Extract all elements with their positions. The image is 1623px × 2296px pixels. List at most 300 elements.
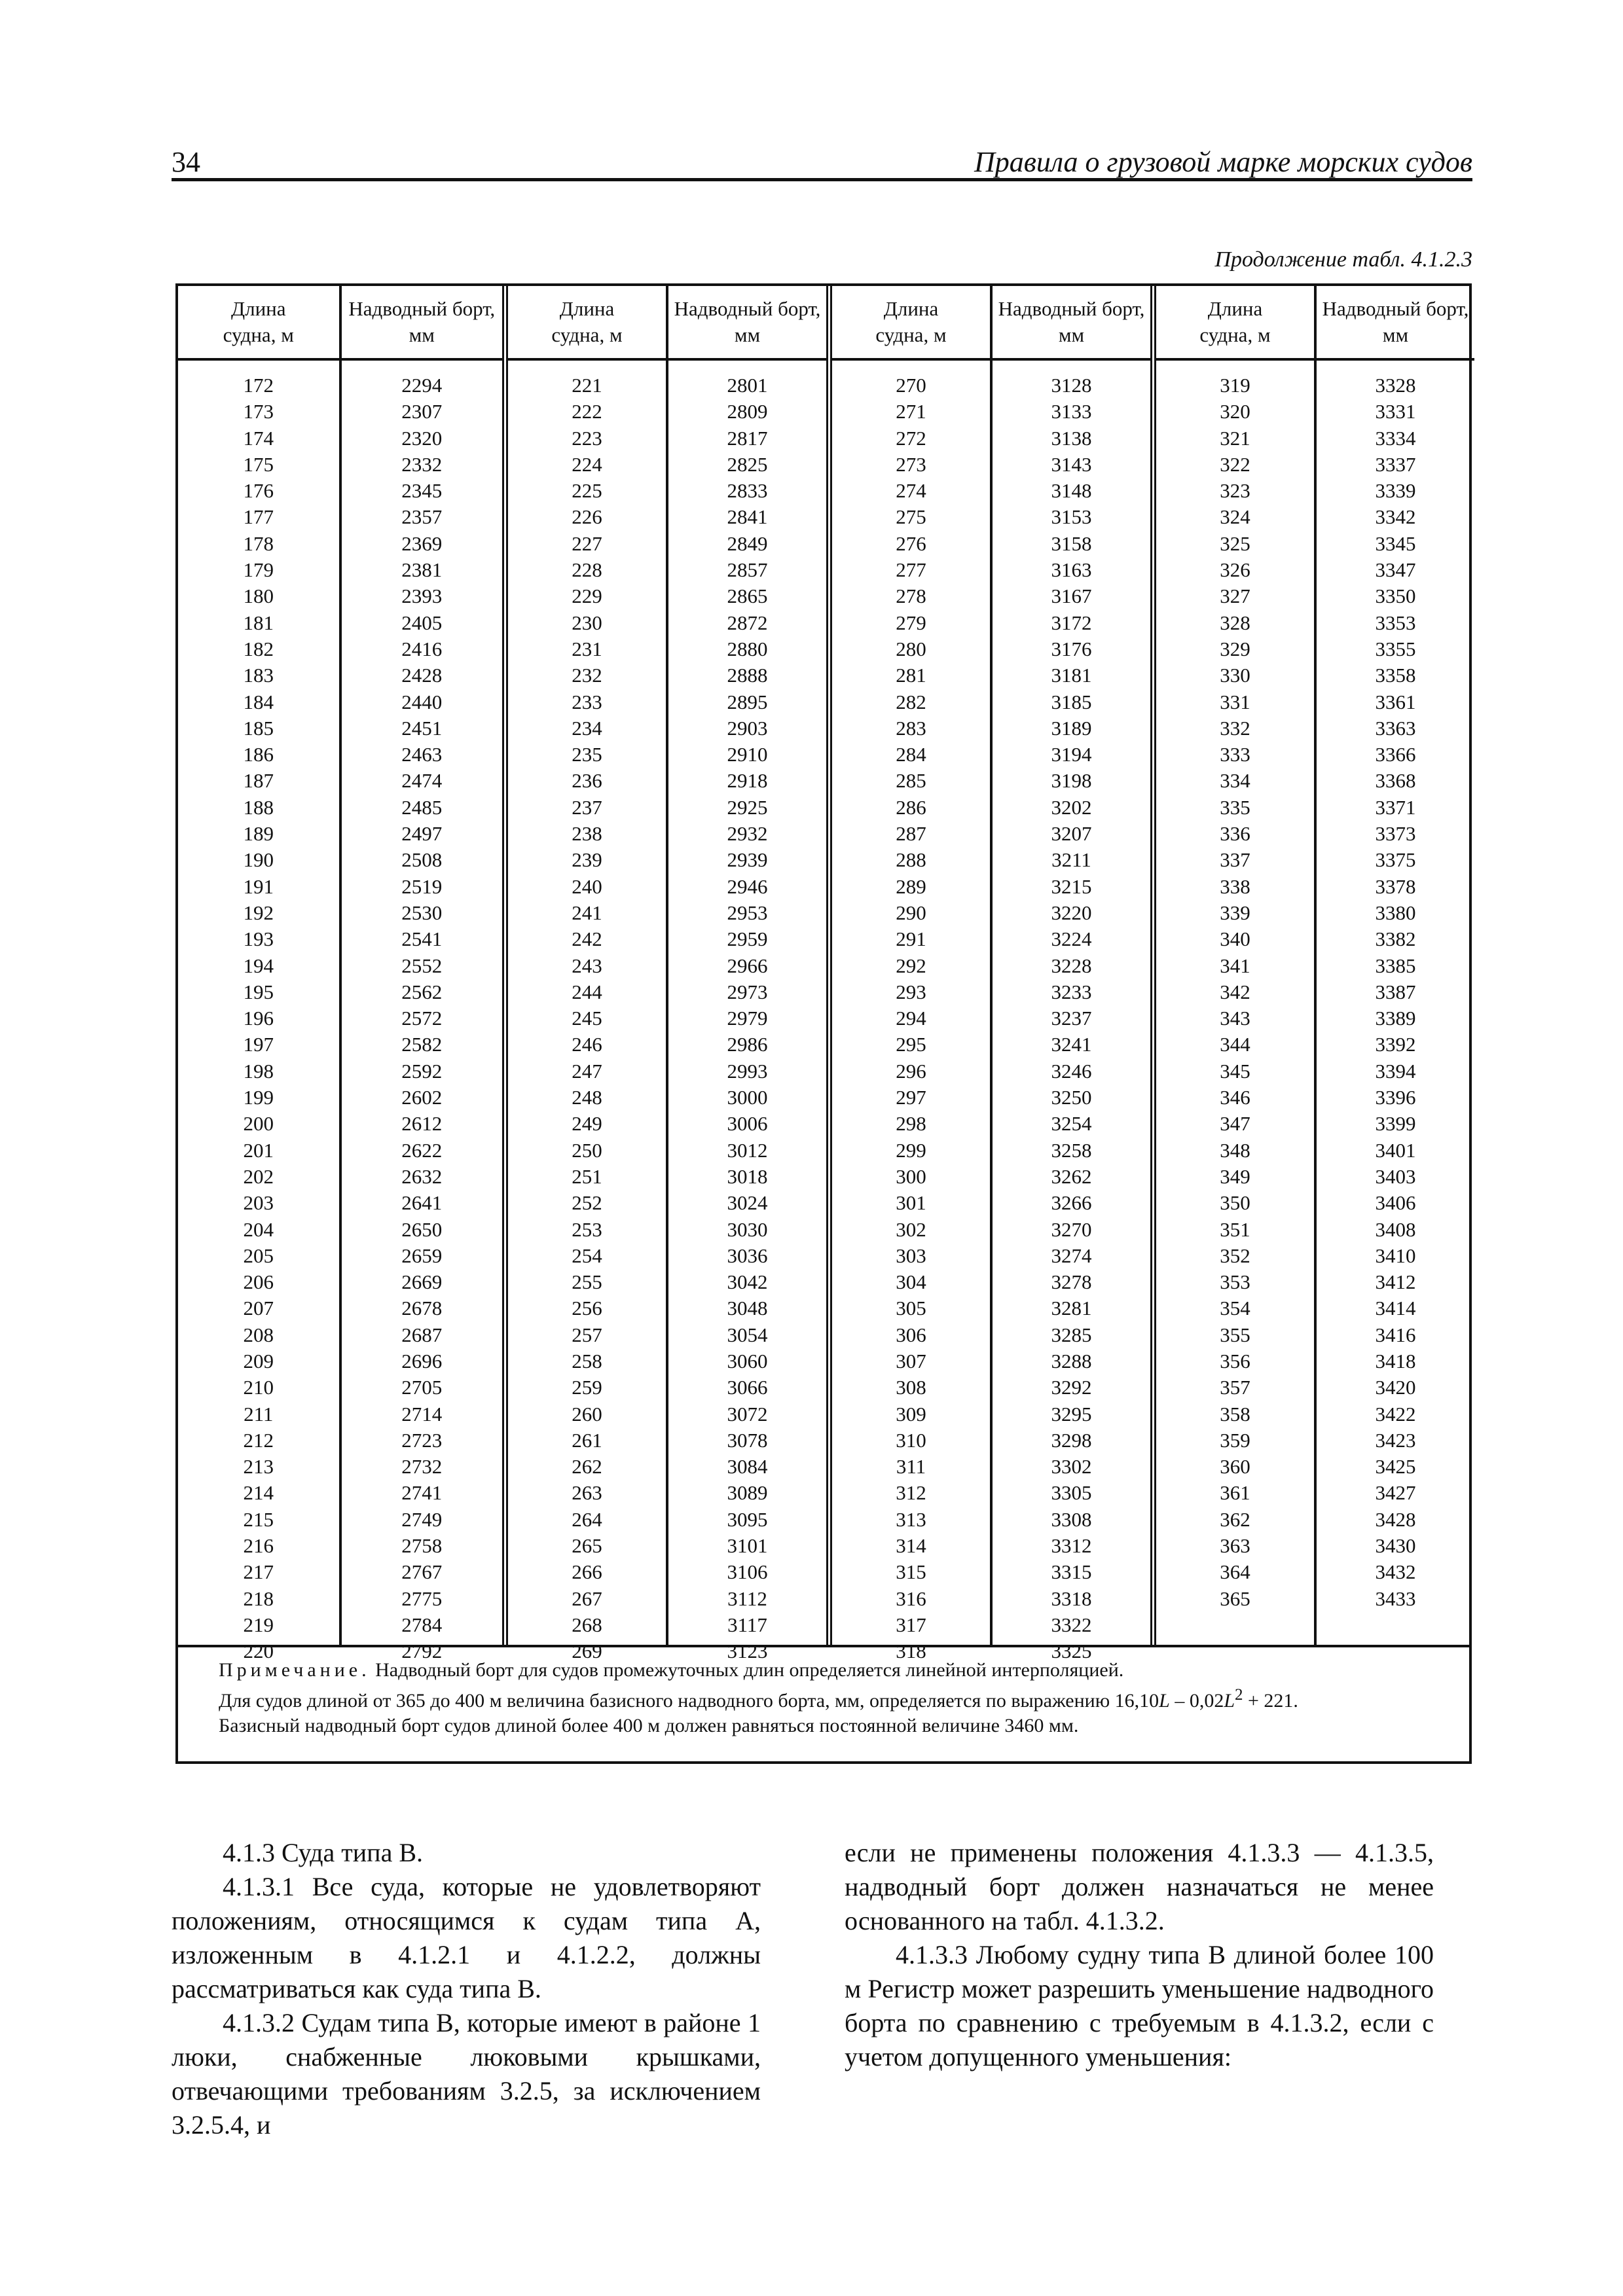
length-cell: 226 [572,505,602,529]
running-title: Правила о грузовой марке морских судов [974,146,1472,178]
freeboard-cell: 3373 [1375,822,1416,846]
freeboard-cell: 2895 [727,690,768,713]
length-cell: 270 [896,374,926,397]
length-cell: 220 [243,1640,274,1663]
freeboard-cell: 2888 [727,664,768,687]
freeboard-cell: 2416 [401,637,443,660]
length-cell: 229 [572,584,602,608]
length-cell: 205 [243,1244,274,1267]
freeboard-cell: 2918 [727,769,768,793]
length-cell: 175 [243,452,274,476]
length-cell: 253 [572,1217,602,1241]
length-cell: 248 [572,1086,602,1109]
length-cell: 210 [243,1376,274,1399]
length-column [832,361,990,1663]
length-cell: 218 [243,1587,274,1610]
length-cell: 323 [1220,479,1250,503]
length-cell: 312 [896,1481,926,1505]
length-cell: 251 [572,1164,602,1188]
freeboard-cell: 2857 [727,558,768,582]
freeboard-cell: 3412 [1375,1270,1416,1294]
length-cell: 211 [244,1402,274,1426]
paragraph: 4.1.3.1 Все суда, которые не удовлетворяют положениям, относящимся к судам типа А, изложенным в 4.1.2.1 и 4.1.2.2, должны рассматриваться как суда типа В. [172,1872,761,2003]
length-cell: 358 [1220,1402,1250,1426]
length-cell: 278 [896,584,926,608]
length-cell: 237 [572,795,602,819]
length-cell: 340 [1220,927,1250,951]
length-cell: 184 [243,690,274,713]
length-cell: 208 [243,1323,274,1346]
length-cell: 279 [896,611,926,634]
length-cell: 216 [243,1534,274,1558]
paragraph: 4.1.3.3 Любому судну типа В длиной более 100 м Регистр может разрешить уменьшение надводного борта по сравнению с требуемым в 4.1.3.2, если с учетом допущенного уменьшения: [845,1940,1434,2072]
length-cell: 345 [1220,1059,1250,1083]
length-column [1156,361,1314,1645]
freeboard-cell: 3066 [727,1376,768,1399]
length-cell: 188 [243,795,274,819]
header-text: мм [409,323,435,346]
note-var-l2: L [1224,1690,1235,1712]
length-cell: 194 [243,954,274,977]
freeboard-cell: 3288 [1051,1349,1092,1372]
length-cell: 341 [1220,954,1250,977]
freeboard-cell: 3123 [727,1640,768,1663]
freeboard-cell: 3345 [1375,531,1416,555]
freeboard-cell: 2641 [401,1191,443,1215]
freeboard-cell: 3018 [727,1164,768,1188]
table-column-group [178,286,502,1663]
freeboard-cell: 3366 [1375,743,1416,766]
length-cell: 360 [1220,1455,1250,1479]
freeboard-cell: 2332 [401,452,443,476]
length-cell: 306 [896,1323,926,1346]
freeboard-cell: 3072 [727,1402,768,1426]
length-cell: 244 [572,980,602,1003]
length-cell: 178 [243,531,274,555]
freeboard-cell: 3361 [1375,690,1416,713]
length-cell: 295 [896,1033,926,1056]
freeboard-cell: 2825 [727,452,768,476]
freeboard-cell: 3342 [1375,505,1416,529]
freeboard-cell: 3318 [1051,1587,1092,1610]
freeboard-cell: 2357 [401,505,443,529]
freeboard-cell: 2932 [727,822,768,846]
length-cell: 297 [896,1086,926,1109]
body-right-column [845,1836,1434,2074]
length-cell: 303 [896,1244,926,1267]
length-cell: 207 [243,1297,274,1320]
length-cell: 293 [896,980,926,1003]
note-line-1 [219,1658,1469,1683]
length-cell: 348 [1220,1138,1250,1162]
freeboard-cell: 3305 [1051,1481,1092,1505]
freeboard-cell: 3331 [1375,400,1416,423]
length-cell: 228 [572,558,602,582]
freeboard-cell: 2307 [401,400,443,423]
freeboard-cell: 3048 [727,1297,768,1320]
length-cell: 292 [896,954,926,977]
freeboard-cell: 2953 [727,901,768,924]
length-cell: 272 [896,426,926,450]
freeboard-cell: 3106 [727,1560,768,1584]
length-cell: 363 [1220,1534,1250,1558]
header-length [1156,286,1314,358]
length-cell: 343 [1220,1007,1250,1030]
length-cell: 296 [896,1059,926,1083]
freeboard-cell: 2979 [727,1007,768,1030]
freeboard-cell: 3189 [1051,716,1092,740]
freeboard-cell: 3112 [727,1587,767,1610]
length-cell: 269 [572,1640,602,1663]
freeboard-cell: 3172 [1051,611,1092,634]
table-body [1156,361,1474,1645]
length-cell: 202 [243,1164,274,1188]
freeboard-cell: 3328 [1375,374,1416,397]
freeboard-cell: 2508 [401,848,443,872]
freeboard-cell: 3233 [1051,980,1092,1003]
note-text-2b: – 0,02 [1169,1690,1224,1712]
freeboard-cell: 2622 [401,1138,443,1162]
length-cell: 233 [572,690,602,713]
length-cell: 186 [243,743,274,766]
length-cell: 327 [1220,584,1250,608]
freeboard-cell: 3375 [1375,848,1416,872]
freeboard-column [666,361,826,1663]
length-cell: 240 [572,874,602,898]
freeboard-cell: 2687 [401,1323,443,1346]
length-cell: 238 [572,822,602,846]
freeboard-cell: 3347 [1375,558,1416,582]
freeboard-cell: 2463 [401,743,443,766]
freeboard-cell: 3274 [1051,1244,1092,1267]
freeboard-cell: 3350 [1375,584,1416,608]
header-text: мм [1058,323,1085,346]
freeboard-cell: 2986 [727,1033,768,1056]
length-cell: 192 [243,901,274,924]
length-cell: 189 [243,822,274,846]
freeboard-cell: 3394 [1375,1059,1416,1083]
freeboard-cell: 3250 [1051,1086,1092,1109]
note-exponent: 2 [1235,1686,1243,1704]
freeboard-cell: 3406 [1375,1191,1416,1215]
length-cell: 239 [572,848,602,872]
length-cell: 196 [243,1007,274,1030]
freeboard-cell: 2817 [727,426,768,450]
length-cell: 337 [1220,848,1250,872]
length-cell: 258 [572,1349,602,1372]
length-cell: 356 [1220,1349,1250,1372]
freeboard-cell: 3308 [1051,1507,1092,1531]
header-text: Надводный борт, [1322,297,1469,320]
length-cell: 198 [243,1059,274,1083]
freeboard-cell: 3153 [1051,505,1092,529]
freeboard-cell: 2440 [401,690,443,713]
length-cell: 199 [243,1086,274,1109]
length-cell: 352 [1220,1244,1250,1267]
length-cell: 250 [572,1138,602,1162]
header-text: судна, м [1199,323,1271,346]
note-text-2a: Для судов длиной от 365 до 400 м величина базисного надводного борта, мм, определяется по выражению 16,10 [219,1690,1159,1712]
length-cell: 257 [572,1323,602,1346]
freeboard-cell: 2451 [401,716,443,740]
length-cell: 234 [572,716,602,740]
freeboard-cell: 2582 [401,1033,443,1056]
length-cell: 246 [572,1033,602,1056]
freeboard-cell: 3262 [1051,1164,1092,1188]
length-cell: 289 [896,874,926,898]
freeboard-cell: 2541 [401,927,443,951]
freeboard-cell: 2602 [401,1086,443,1109]
header-text: Длина [1207,297,1263,320]
length-cell: 201 [243,1138,274,1162]
length-cell: 301 [896,1191,926,1215]
freeboard-cell: 3237 [1051,1007,1092,1030]
header-length [832,286,990,358]
length-cell: 267 [572,1587,602,1610]
freeboard-cell: 2650 [401,1217,443,1241]
length-cell: 307 [896,1349,926,1372]
length-cell: 259 [572,1376,602,1399]
freeboard-cell: 3176 [1051,637,1092,660]
length-cell: 197 [243,1033,274,1056]
length-cell: 232 [572,664,602,687]
freeboard-cell: 3292 [1051,1376,1092,1399]
length-cell: 344 [1220,1033,1250,1056]
freeboard-cell: 3315 [1051,1560,1092,1584]
length-cell: 190 [243,848,274,872]
freeboard-cell: 3101 [727,1534,768,1558]
length-cell: 183 [243,664,274,687]
note-line-3: Базисный надводный борт судов длиной более 400 м должен равняться постоянной величине 3460 мм. [219,1715,1079,1736]
length-cell: 225 [572,479,602,503]
freeboard-cell: 2369 [401,531,443,555]
freeboard-cell: 3334 [1375,426,1416,450]
freeboard-cell: 3024 [727,1191,768,1215]
freeboard-cell: 3396 [1375,1086,1416,1109]
table-column-group [502,286,826,1663]
length-cell: 357 [1220,1376,1250,1399]
paragraph: 4.1.3 Суда типа В. [223,1838,423,1867]
length-cell: 284 [896,743,926,766]
freeboard-cell: 2474 [401,769,443,793]
note-label: Примечание. [219,1659,371,1681]
freeboard-cell: 3246 [1051,1059,1092,1083]
header-text: мм [1382,323,1409,346]
freeboard-cell: 3408 [1375,1217,1416,1241]
freeboard-cell: 3355 [1375,637,1416,660]
freeboard-cell: 3363 [1375,716,1416,740]
freeboard-cell: 2925 [727,795,768,819]
length-cell: 273 [896,452,926,476]
freeboard-cell: 2723 [401,1428,443,1452]
freeboard-cell: 3012 [727,1138,768,1162]
freeboard-cell: 2562 [401,980,443,1003]
length-cell: 316 [896,1587,926,1610]
length-cell: 347 [1220,1112,1250,1136]
freeboard-cell: 3211 [1051,848,1091,872]
table-body [178,361,502,1663]
length-cell: 179 [243,558,274,582]
freeboard-cell: 2792 [401,1640,443,1663]
paragraph: 4.1.3.2 Судам типа В, которые имеют в районе 1 люки, снабженные люковыми крышками, отвечающими требованиям 3.2.5, за исключением 3.2.5.4, и [172,2008,761,2140]
length-cell: 328 [1220,611,1250,634]
header-freeboard [990,286,1150,358]
length-cell: 281 [896,664,926,687]
length-cell: 174 [243,426,274,450]
length-cell: 355 [1220,1323,1250,1346]
freeboard-cell: 3060 [727,1349,768,1372]
freeboard-cell: 3133 [1051,400,1092,423]
table-header-row [178,286,502,361]
header-freeboard [339,286,503,358]
freeboard-cell: 2939 [727,848,768,872]
length-cell: 318 [896,1640,926,1663]
header-text: судна, м [551,323,623,346]
freeboard-cell: 3128 [1051,374,1092,397]
length-cell: 298 [896,1112,926,1136]
freeboard-table [175,283,1472,1764]
length-cell: 304 [896,1270,926,1294]
freeboard-cell: 3138 [1051,426,1092,450]
freeboard-cell: 2678 [401,1297,443,1320]
length-cell: 230 [572,611,602,634]
freeboard-cell: 3095 [727,1507,768,1531]
freeboard-cell: 3389 [1375,1007,1416,1030]
table-column-group [826,286,1150,1663]
freeboard-cell: 2749 [401,1507,443,1531]
length-cell: 256 [572,1297,602,1320]
header-text: судна, м [875,323,947,346]
length-cell: 322 [1220,452,1250,476]
length-cell: 264 [572,1507,602,1531]
length-cell: 282 [896,690,926,713]
freeboard-cell: 3078 [727,1428,768,1452]
length-cell: 362 [1220,1507,1250,1531]
freeboard-cell: 2841 [727,505,768,529]
freeboard-cell: 2393 [401,584,443,608]
freeboard-cell: 2741 [401,1481,443,1505]
freeboard-cell: 3295 [1051,1402,1092,1426]
header-text: Длина [883,297,939,320]
length-cell: 242 [572,927,602,951]
freeboard-cell: 2849 [727,531,768,555]
length-cell: 222 [572,400,602,423]
length-cell: 215 [243,1507,274,1531]
length-cell: 213 [243,1455,274,1479]
body-left-column [172,1836,761,2142]
freeboard-cell: 2833 [727,479,768,503]
length-cell: 268 [572,1613,602,1636]
length-cell: 364 [1220,1560,1250,1584]
freeboard-cell: 2405 [401,611,443,634]
freeboard-cell: 2572 [401,1007,443,1030]
length-cell: 261 [572,1428,602,1452]
length-cell: 223 [572,426,602,450]
freeboard-cell: 3036 [727,1244,768,1267]
length-cell: 299 [896,1138,926,1162]
freeboard-cell: 3392 [1375,1033,1416,1056]
freeboard-cell: 3418 [1375,1349,1416,1372]
length-cell: 346 [1220,1086,1250,1109]
length-cell: 320 [1220,400,1250,423]
freeboard-cell: 2880 [727,637,768,660]
freeboard-column [1314,361,1474,1645]
length-cell: 342 [1220,980,1250,1003]
freeboard-cell: 3054 [727,1323,768,1346]
length-column [178,361,339,1663]
freeboard-cell: 3198 [1051,769,1092,793]
length-cell: 221 [572,374,602,397]
freeboard-cell: 3158 [1051,531,1092,555]
length-cell: 361 [1220,1481,1250,1505]
length-cell: 310 [896,1428,926,1452]
freeboard-cell: 2530 [401,901,443,924]
length-cell: 212 [243,1428,274,1452]
freeboard-cell: 3207 [1051,822,1092,846]
freeboard-cell: 2669 [401,1270,443,1294]
freeboard-cell: 3089 [727,1481,768,1505]
header-text: Надводный борт, [348,297,496,320]
freeboard-cell: 3006 [727,1112,768,1136]
length-cell: 274 [896,479,926,503]
freeboard-cell: 3387 [1375,980,1416,1003]
freeboard-cell: 2910 [727,743,768,766]
length-cell: 180 [243,584,274,608]
table-header-row [1156,286,1474,361]
freeboard-cell: 2497 [401,822,443,846]
length-cell: 227 [572,531,602,555]
length-cell: 271 [896,400,926,423]
freeboard-cell: 2767 [401,1560,443,1584]
length-cell: 280 [896,637,926,660]
length-cell: 349 [1220,1164,1250,1188]
freeboard-cell: 3430 [1375,1534,1416,1558]
freeboard-cell: 2903 [727,716,768,740]
length-cell: 350 [1220,1191,1250,1215]
length-cell: 313 [896,1507,926,1531]
length-cell: 359 [1220,1428,1250,1452]
length-cell: 265 [572,1534,602,1558]
length-cell: 245 [572,1007,602,1030]
header-freeboard [666,286,826,358]
freeboard-cell: 2775 [401,1587,443,1610]
note-line-2 [219,1683,1469,1713]
length-cell: 335 [1220,795,1250,819]
length-cell: 291 [896,927,926,951]
freeboard-cell: 3298 [1051,1428,1092,1452]
table-body [508,361,826,1663]
freeboard-cell: 2946 [727,874,768,898]
freeboard-column [339,361,503,1663]
freeboard-cell: 2345 [401,479,443,503]
freeboard-cell: 2732 [401,1455,443,1479]
freeboard-cell: 3266 [1051,1191,1092,1215]
freeboard-cell: 2865 [727,584,768,608]
length-column [508,361,666,1663]
length-cell: 334 [1220,769,1250,793]
header-text: Надводный борт, [998,297,1145,320]
freeboard-cell: 3337 [1375,452,1416,476]
length-cell: 203 [243,1191,274,1215]
header-length [508,286,666,358]
freeboard-cell: 3167 [1051,584,1092,608]
freeboard-cell: 3433 [1375,1587,1416,1610]
length-cell: 177 [243,505,274,529]
length-cell: 325 [1220,531,1250,555]
length-cell: 317 [896,1613,926,1636]
length-cell: 338 [1220,874,1250,898]
freeboard-cell: 2428 [401,664,443,687]
